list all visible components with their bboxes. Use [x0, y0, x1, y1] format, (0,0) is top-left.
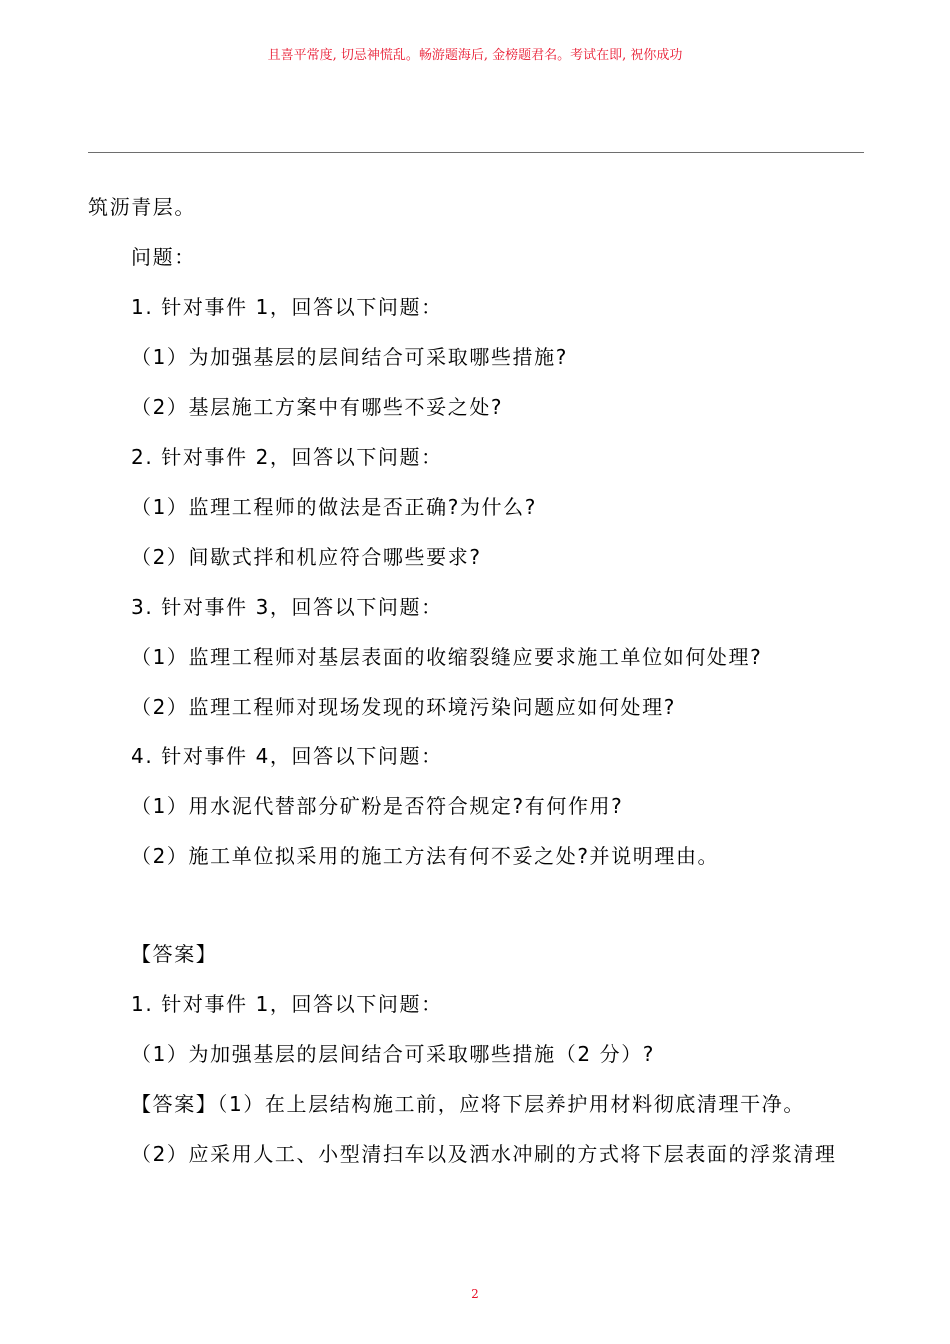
- text-line: （1）为加强基层的层间结合可采取哪些措施（2 分）?: [131, 1042, 656, 1066]
- text-line: （1）监理工程师的做法是否正确?为什么?: [131, 495, 537, 519]
- text-line: （2）监理工程师对现场发现的环境污染问题应如何处理?: [131, 695, 676, 719]
- text-line: 问题：: [131, 245, 196, 269]
- text-line: 1. 针对事件 1，回答以下问题：: [131, 992, 443, 1016]
- header-motto: 且喜平常度, 切忌神慌乱。畅游题海后, 金榜题君名。考试在即, 祝你成功: [267, 48, 683, 63]
- text-line: （2）间歇式拌和机应符合哪些要求?: [131, 545, 482, 569]
- text-line: （2）施工单位拟采用的施工方法有何不妥之处?并说明理由。: [131, 844, 720, 868]
- text-line: 4. 针对事件 4，回答以下问题：: [131, 744, 443, 768]
- page-number: 2: [471, 1287, 479, 1301]
- header-divider: [88, 152, 864, 153]
- answer-heading: 【答案】: [131, 942, 218, 966]
- text-line: （2）基层施工方案中有哪些不妥之处?: [131, 395, 504, 419]
- text-line: 3. 针对事件 3，回答以下问题：: [131, 595, 443, 619]
- text-line: （1）监理工程师对基层表面的收缩裂缝应要求施工单位如何处理?: [131, 645, 763, 669]
- text-line: 2. 针对事件 2，回答以下问题：: [131, 445, 443, 469]
- text-line: （1）用水泥代替部分矿粉是否符合规定?有何作用?: [131, 794, 624, 818]
- text-line: （1）为加强基层的层间结合可采取哪些措施?: [131, 345, 568, 369]
- text-line: 【答案】（1）在上层结构施工前，应将下层养护用材料彻底清理干净。: [131, 1092, 805, 1116]
- text-line: （2）应采用人工、小型清扫车以及洒水冲刷的方式将下层表面的浮浆清理: [131, 1142, 837, 1166]
- text-line: 1. 针对事件 1，回答以下问题：: [131, 295, 443, 319]
- text-line: 筑沥青层。: [88, 195, 196, 219]
